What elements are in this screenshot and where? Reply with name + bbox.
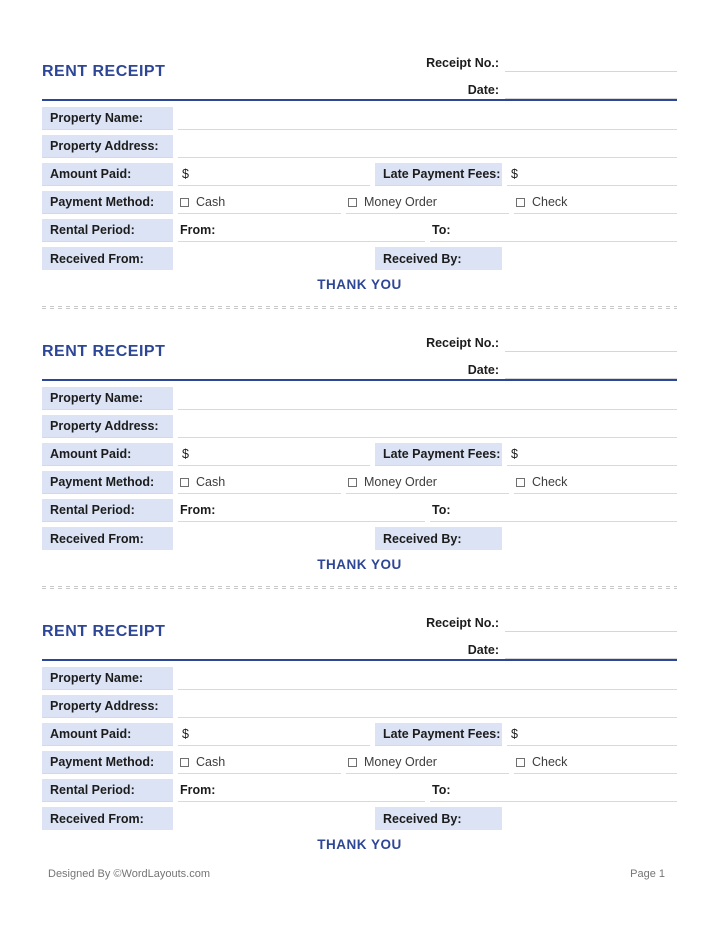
payment-option-money-order-label: Money Order (364, 755, 437, 769)
received-by-input[interactable] (507, 527, 677, 550)
payment-option-cash[interactable] (178, 751, 341, 774)
property-address-input[interactable] (178, 415, 677, 438)
property-address-input[interactable] (178, 135, 677, 158)
dollar-sign-icon: $ (182, 447, 189, 461)
from-label: From: (180, 503, 216, 517)
page-footer (42, 868, 677, 880)
credit-text: Designed By ©WordLayouts.com (48, 868, 210, 880)
from-label: From: (180, 783, 216, 797)
rental-period-label: Rental Period: (42, 499, 173, 522)
payment-option-cash-label: Cash (196, 475, 226, 489)
received-by-label: Received By: (375, 247, 502, 270)
payment-option-cash-label: Cash (196, 755, 226, 769)
late-payment-fees-input[interactable] (507, 443, 677, 466)
receipt-table (42, 387, 677, 550)
payment-option-cash[interactable] (178, 471, 341, 494)
amount-paid-label: Amount Paid: (42, 163, 173, 186)
property-address-row (42, 695, 677, 718)
checkbox-icon[interactable] (348, 478, 357, 487)
received-by-input[interactable] (507, 807, 677, 830)
payment-method-label: Payment Method: (42, 471, 173, 494)
checkbox-icon[interactable] (180, 198, 189, 207)
receipt-header (42, 605, 677, 659)
receipt-no-label: Receipt No.: (426, 616, 499, 630)
payment-method-row (42, 471, 677, 494)
amount-paid-input[interactable] (178, 443, 370, 466)
receipt-table (42, 107, 677, 270)
to-label: To: (432, 223, 451, 237)
property-name-label: Property Name: (42, 387, 173, 410)
payment-option-money-order[interactable] (346, 751, 509, 774)
received-by-input[interactable] (507, 247, 677, 270)
amount-paid-row (42, 163, 677, 186)
checkbox-icon[interactable] (348, 198, 357, 207)
received-row (42, 527, 677, 550)
receipt-header (42, 325, 677, 379)
receipts-list (42, 45, 677, 852)
thank-you-text: THANK YOU (317, 837, 402, 852)
dollar-sign-icon: $ (511, 727, 518, 741)
date-input[interactable] (505, 642, 677, 659)
amount-paid-input[interactable] (178, 723, 370, 746)
property-address-label: Property Address: (42, 695, 173, 718)
dollar-sign-icon: $ (182, 727, 189, 741)
rental-period-label: Rental Period: (42, 779, 173, 802)
thank-you-text: THANK YOU (317, 557, 402, 572)
date-field (426, 632, 677, 659)
payment-method-label: Payment Method: (42, 751, 173, 774)
header-fields (426, 45, 677, 99)
payment-option-money-order-label: Money Order (364, 195, 437, 209)
receipt-title: RENT RECEIPT (42, 63, 166, 80)
date-field (426, 72, 677, 99)
late-payment-fees-label: Late Payment Fees: (375, 443, 502, 466)
receipt-no-label: Receipt No.: (426, 336, 499, 350)
received-by-label: Received By: (375, 807, 502, 830)
payment-option-check-label: Check (532, 195, 568, 209)
from-label: From: (180, 223, 216, 237)
received-from-label: Received From: (42, 247, 173, 270)
header-fields (426, 325, 677, 379)
rental-period-from-input[interactable] (178, 779, 425, 802)
property-address-row (42, 135, 677, 158)
rental-period-from-input[interactable] (178, 499, 425, 522)
property-name-input[interactable] (178, 387, 677, 410)
rent-receipt-section (42, 45, 677, 309)
late-payment-fees-input[interactable] (507, 163, 677, 186)
payment-method-row (42, 191, 677, 214)
payment-method-label: Payment Method: (42, 191, 173, 214)
payment-option-check-label: Check (532, 755, 568, 769)
property-name-row (42, 107, 677, 130)
amount-paid-label: Amount Paid: (42, 443, 173, 466)
rental-period-from-input[interactable] (178, 219, 425, 242)
rental-period-to-input[interactable] (430, 499, 677, 522)
property-name-label: Property Name: (42, 667, 173, 690)
cut-line-separator (42, 306, 677, 309)
thank-you-text: THANK YOU (317, 277, 402, 292)
checkbox-icon[interactable] (516, 758, 525, 767)
receipt-no-field (426, 605, 677, 632)
payment-option-money-order[interactable] (346, 471, 509, 494)
checkbox-icon[interactable] (180, 758, 189, 767)
received-from-label: Received From: (42, 807, 173, 830)
receipt-no-field (426, 325, 677, 352)
rental-period-label: Rental Period: (42, 219, 173, 242)
to-label: To: (432, 503, 451, 517)
property-name-input[interactable] (178, 107, 677, 130)
rental-period-row (42, 219, 677, 242)
checkbox-icon[interactable] (180, 478, 189, 487)
rental-period-to-input[interactable] (430, 779, 677, 802)
receipt-no-input[interactable] (505, 615, 677, 632)
receipt-no-field (426, 45, 677, 72)
date-label: Date: (467, 363, 499, 377)
to-label: To: (432, 783, 451, 797)
receipt-title: RENT RECEIPT (42, 343, 166, 360)
checkbox-icon[interactable] (348, 758, 357, 767)
payment-option-cash-label: Cash (196, 195, 226, 209)
date-field (426, 352, 677, 379)
page-number: Page 1 (630, 868, 665, 880)
header-fields (426, 605, 677, 659)
received-from-input[interactable] (178, 247, 370, 270)
date-label: Date: (467, 83, 499, 97)
receipt-no-input[interactable] (505, 335, 677, 352)
rental-period-row (42, 499, 677, 522)
amount-paid-row (42, 443, 677, 466)
receipt-title: RENT RECEIPT (42, 623, 166, 640)
date-label: Date: (467, 643, 499, 657)
property-address-row (42, 415, 677, 438)
cut-line-separator (42, 586, 677, 589)
dollar-sign-icon: $ (511, 167, 518, 181)
dollar-sign-icon: $ (511, 447, 518, 461)
payment-method-row (42, 751, 677, 774)
property-name-label: Property Name: (42, 107, 173, 130)
property-address-input[interactable] (178, 695, 677, 718)
amount-paid-label: Amount Paid: (42, 723, 173, 746)
received-from-input[interactable] (178, 807, 370, 830)
rental-period-row (42, 779, 677, 802)
payment-option-check[interactable] (514, 191, 677, 214)
receipt-no-label: Receipt No.: (426, 56, 499, 70)
received-row (42, 247, 677, 270)
property-name-input[interactable] (178, 667, 677, 690)
receipt-no-input[interactable] (505, 55, 677, 72)
checkbox-icon[interactable] (516, 198, 525, 207)
property-name-row (42, 387, 677, 410)
header-divider (42, 379, 677, 381)
rent-receipt-section (42, 325, 677, 589)
checkbox-icon[interactable] (516, 478, 525, 487)
receipt-header (42, 45, 677, 99)
rental-period-to-input[interactable] (430, 219, 677, 242)
receipt-table (42, 667, 677, 830)
amount-paid-row (42, 723, 677, 746)
dollar-sign-icon: $ (182, 167, 189, 181)
payment-option-check[interactable] (514, 471, 677, 494)
payment-option-check-label: Check (532, 475, 568, 489)
payment-option-check[interactable] (514, 751, 677, 774)
payment-option-money-order-label: Money Order (364, 475, 437, 489)
date-input[interactable] (505, 362, 677, 379)
property-name-row (42, 667, 677, 690)
received-from-input[interactable] (178, 527, 370, 550)
header-divider (42, 99, 677, 101)
late-payment-fees-label: Late Payment Fees: (375, 163, 502, 186)
property-address-label: Property Address: (42, 415, 173, 438)
rent-receipt-section (42, 605, 677, 852)
received-from-label: Received From: (42, 527, 173, 550)
late-payment-fees-input[interactable] (507, 723, 677, 746)
received-row (42, 807, 677, 830)
header-divider (42, 659, 677, 661)
date-input[interactable] (505, 82, 677, 99)
received-by-label: Received By: (375, 527, 502, 550)
amount-paid-input[interactable] (178, 163, 370, 186)
payment-option-cash[interactable] (178, 191, 341, 214)
payment-option-money-order[interactable] (346, 191, 509, 214)
property-address-label: Property Address: (42, 135, 173, 158)
late-payment-fees-label: Late Payment Fees: (375, 723, 502, 746)
